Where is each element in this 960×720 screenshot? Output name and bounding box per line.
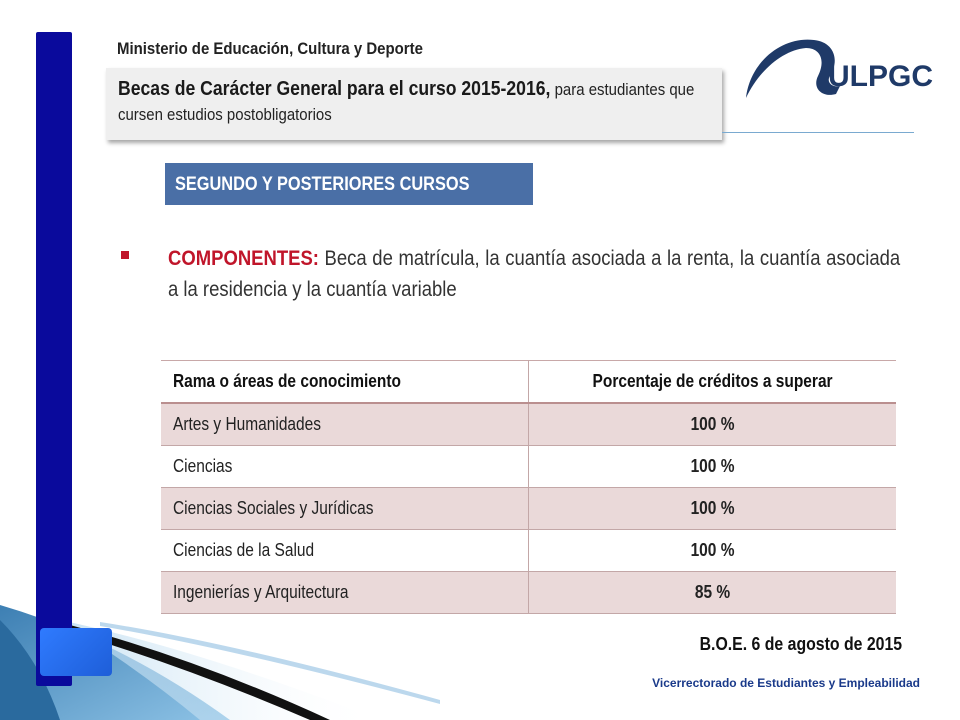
header-divider [722,132,914,133]
table-row [161,572,896,614]
section-badge [165,163,533,205]
area-cell: Ciencias de la Salud [161,530,529,572]
slide-title [118,77,716,128]
components-label: COMPONENTES: [168,247,319,270]
header-area: Rama o áreas de conocimiento [161,361,529,404]
table-row [161,530,896,572]
components-paragraph [168,243,900,305]
percent-cell: 100 % [529,403,897,446]
table-header-row [161,361,896,404]
source-reference: B.O.E. 6 de agosto de 2015 [699,634,902,654]
title-strong: Becas de Carácter General para el curso 2015-2016, [118,78,551,100]
left-accent-bar [36,32,72,686]
header-percent: Porcentaje de créditos a superar [529,361,897,404]
components-text: Beca de matrícula, la cuantía asociada a la renta, la cuantía asociada a la residencia y la cuantía variable [168,247,901,301]
area-cell: Ciencias [161,446,529,488]
percent-cell: 100 % [529,446,897,488]
area-cell: Artes y Humanidades [161,403,529,446]
credits-table [161,360,896,614]
footer-department: Vicerrectorado de Estudiantes y Empleabilidad [652,676,920,690]
percent-cell: 100 % [529,488,897,530]
ministry-name: Ministerio de Educación, Cultura y Deporte [117,39,423,58]
section-badge-label: SEGUNDO Y POSTERIORES CURSOS [175,174,470,195]
area-cell: Ciencias Sociales y Jurídicas [161,488,529,530]
bullet-square-icon [121,251,129,259]
table-row [161,446,896,488]
corner-square [40,628,112,676]
logo-text: ULPGC [828,60,933,93]
percent-cell: 100 % [529,530,897,572]
area-cell: Ingenierías y Arquitectura [161,572,529,614]
title-rest: para estudiantes que cursen estudios postobligatorios [118,80,695,124]
table-row [161,488,896,530]
percent-cell: 85 % [529,572,897,614]
table-row [161,403,896,446]
title-box [106,68,722,140]
ulpgc-logo [742,32,933,104]
